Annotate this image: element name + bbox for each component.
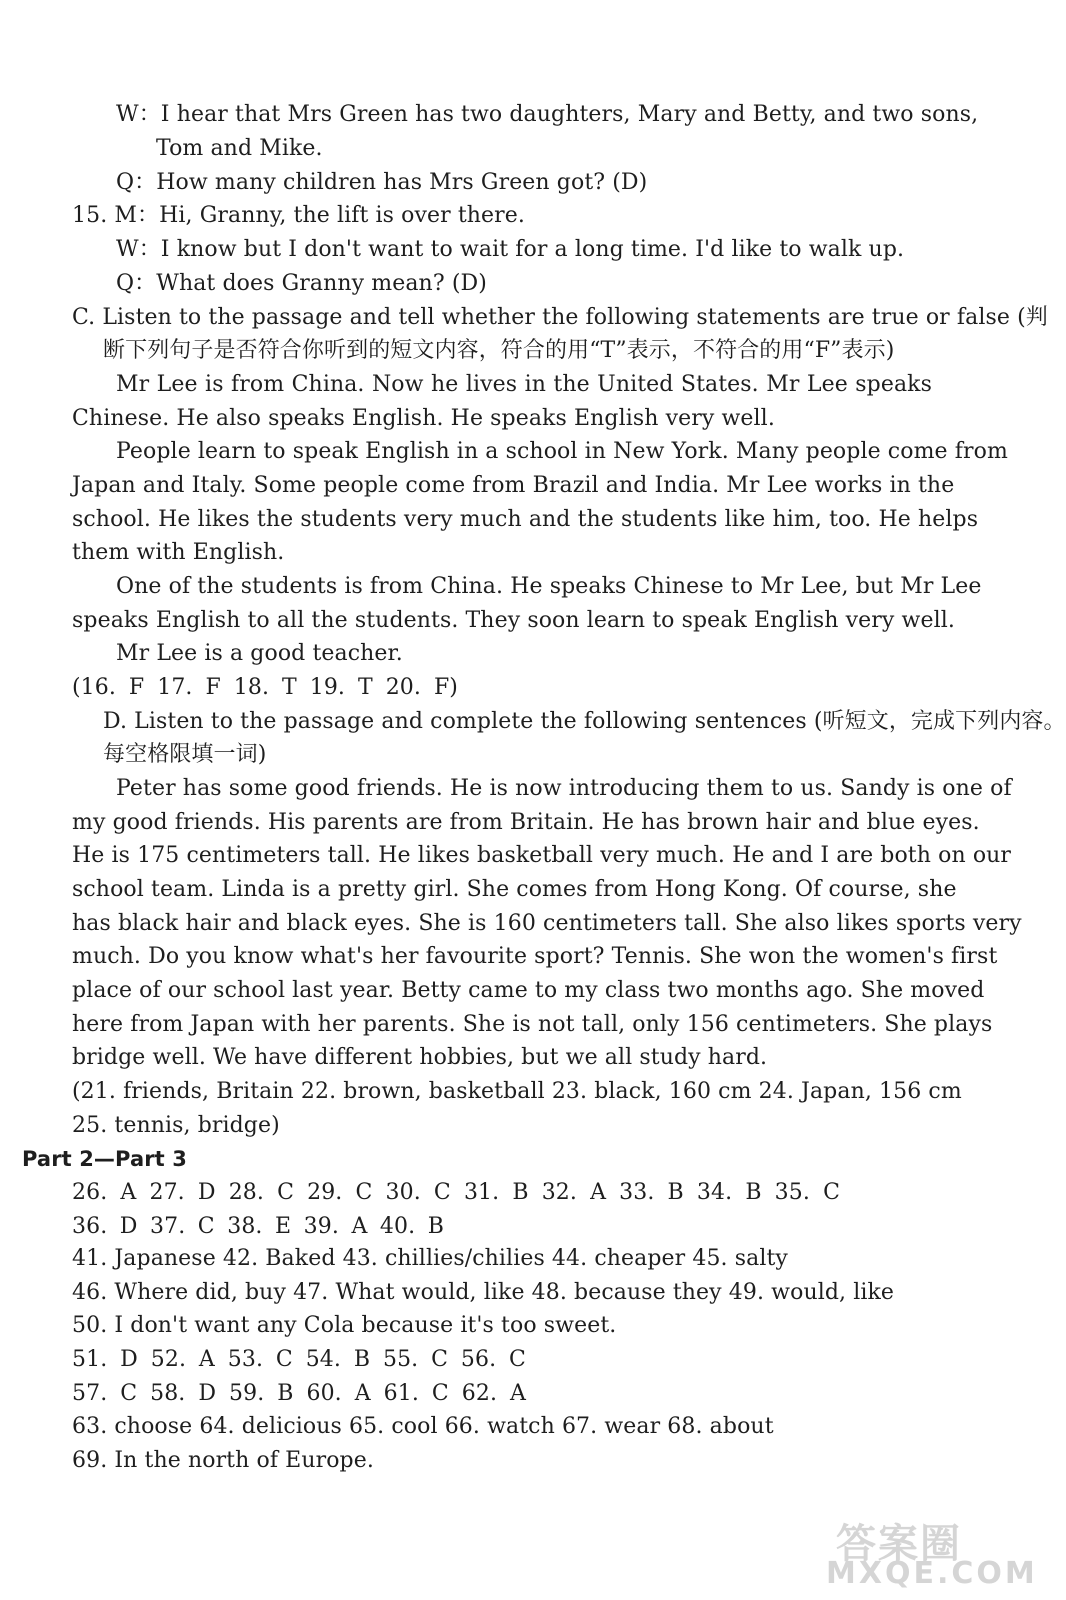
text-line: One of the students is from China. He speaks Chinese to Mr Lee, but Mr Lee bbox=[116, 574, 982, 599]
answer-line: 26. A 27. D 28. C 29. C 30. C 31. B 32. A 33. B 34. B 35. C bbox=[72, 1180, 840, 1205]
text-line: much. Do you know what's her favourite sport? Tennis. She won the women's first bbox=[72, 944, 998, 969]
answer-line: 46. Where did, buy 47. What would, like 48. because they 49. would, like bbox=[72, 1280, 895, 1305]
answer-line: 50. I don't want any Cola because it's too sweet. bbox=[72, 1313, 617, 1338]
text-line: Tom and Mike. bbox=[156, 136, 323, 161]
text-line: here from Japan with her parents. She is not tall, only 156 centimeters. She plays bbox=[72, 1012, 993, 1037]
text-line: school team. Linda is a pretty girl. She comes from Hong Kong. Of course, she bbox=[72, 877, 957, 902]
text-line: Mr Lee is from China. Now he lives in the United States. Mr Lee speaks bbox=[116, 372, 932, 397]
section-heading: C. Listen to the passage and tell whether the following statements are true or false (判 bbox=[72, 305, 1048, 330]
text-line: 15. M：Hi, Granny, the lift is over there. bbox=[72, 203, 526, 228]
text-line: my good friends. His parents are from Britain. He has brown hair and blue eyes. bbox=[72, 810, 980, 835]
text-line: W：I know but I don't want to wait for a long time. I'd like to walk up. bbox=[116, 237, 905, 262]
watermark-logo-text: 答案圈 bbox=[836, 1521, 962, 1567]
answer-line: 41. Japanese 42. Baked 43. chillies/chilies 44. cheaper 45. salty bbox=[72, 1246, 788, 1271]
text-line: place of our school last year. Betty came to my class two months ago. She moved bbox=[72, 978, 985, 1003]
text-line: them with English. bbox=[72, 540, 285, 565]
answer-line: 69. In the north of Europe. bbox=[72, 1448, 374, 1473]
text-line: Chinese. He also speaks English. He speaks English very well. bbox=[72, 406, 775, 431]
answer-line: (16. F 17. F 18. T 19. T 20. F) bbox=[72, 675, 458, 700]
text-line: has black hair and black eyes. She is 160 centimeters tall. She also likes sports very bbox=[72, 911, 1022, 936]
text-line: speaks English to all the students. They soon learn to speak English very well. bbox=[72, 608, 955, 633]
text-line: Japan and Italy. Some people come from Brazil and India. Mr Lee works in the bbox=[72, 473, 955, 498]
text-line: People learn to speak English in a school in New York. Many people come from bbox=[116, 439, 1008, 464]
watermark-url-text: MXQE.COM bbox=[826, 1556, 1038, 1591]
text-line: bridge well. We have different hobbies, but we all study hard. bbox=[72, 1045, 768, 1070]
text-line: school. He likes the students very much and the students like him, too. He helps bbox=[72, 507, 979, 532]
site-watermark bbox=[776, 1512, 1038, 1592]
part-heading: Part 2—Part 3 bbox=[22, 1147, 187, 1171]
text-line: He is 175 centimeters tall. He likes basketball very much. He and I are both on our bbox=[72, 843, 1012, 868]
text-line: Q：What does Granny mean? (D) bbox=[116, 271, 487, 296]
answer-line: 51. D 52. A 53. C 54. B 55. C 56. C bbox=[72, 1347, 526, 1372]
answer-line: 57. C 58. D 59. B 60. A 61. C 62. A bbox=[72, 1381, 526, 1406]
section-heading: D. Listen to the passage and complete the following sentences (听短文，完成下列内容。 bbox=[103, 709, 1066, 734]
text-line: Peter has some good friends. He is now introducing them to us. Sandy is one of bbox=[116, 776, 1012, 801]
section-heading: 每空格限填一词) bbox=[103, 742, 267, 767]
answer-line: 36. D 37. C 38. E 39. A 40. B bbox=[72, 1214, 444, 1239]
text-line: Mr Lee is a good teacher. bbox=[116, 641, 403, 666]
answer-line: 25. tennis, bridge) bbox=[72, 1113, 280, 1138]
text-line: W：I hear that Mrs Green has two daughters, Mary and Betty, and two sons, bbox=[116, 102, 979, 127]
text-line: Q：How many children has Mrs Green got? (D) bbox=[116, 170, 648, 195]
answer-line: (21. friends, Britain 22. brown, basketball 23. black, 160 cm 24. Japan, 156 cm bbox=[72, 1079, 962, 1104]
answer-line: 63. choose 64. delicious 65. cool 66. watch 67. wear 68. about bbox=[72, 1414, 774, 1439]
section-heading: 断下列句子是否符合你听到的短文内容，符合的用“T”表示，不符合的用“F”表示) bbox=[103, 338, 895, 363]
